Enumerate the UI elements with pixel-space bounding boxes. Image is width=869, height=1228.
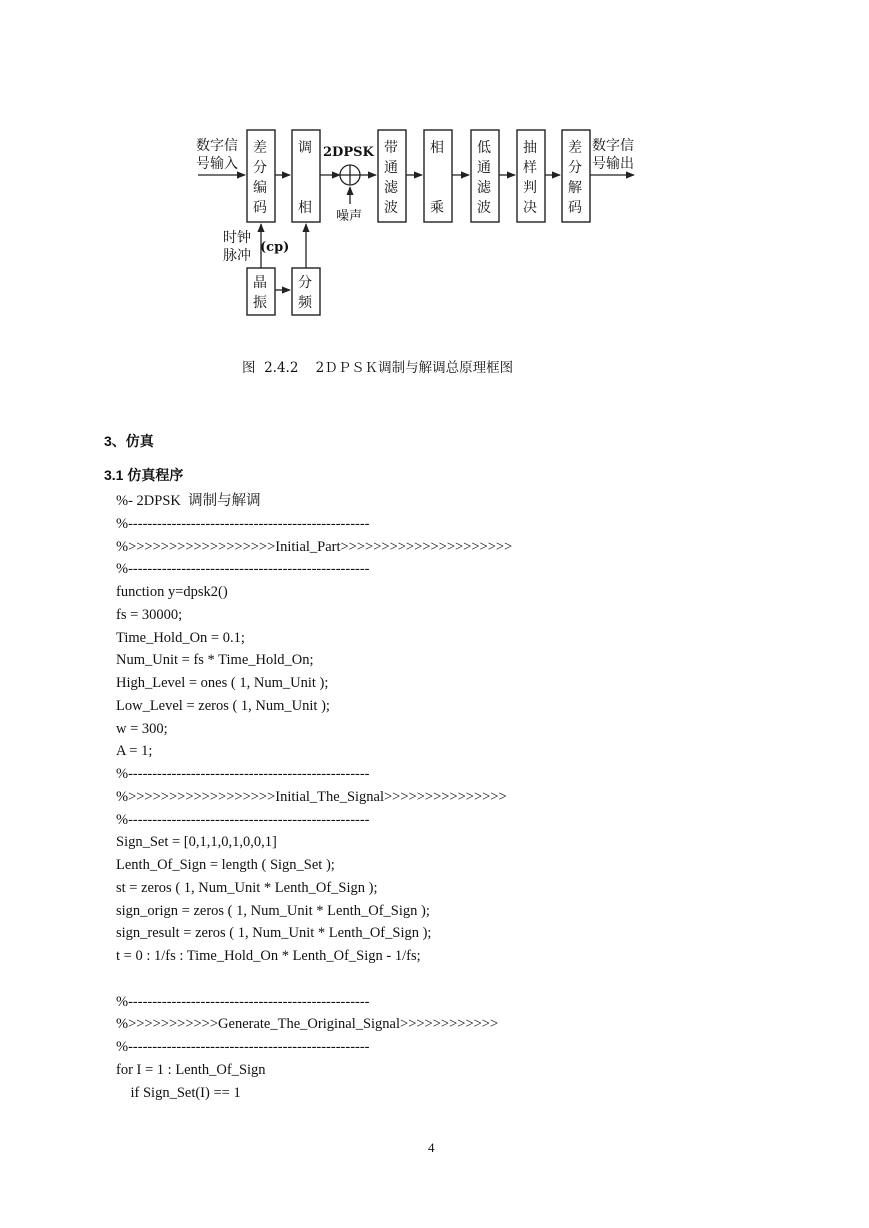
svg-text:差: 差 — [253, 140, 267, 156]
block-lowpass-filter — [471, 130, 499, 222]
svg-text:相: 相 — [430, 140, 444, 156]
block-sample-decide — [517, 130, 545, 222]
code-line: %-------------------------------------------------- — [116, 811, 370, 828]
input-label-line2: 号输入 — [196, 156, 238, 172]
figure-caption: 图 2.4.2 2ＤＰＳＫ调制与解调总原理框图 — [242, 360, 514, 376]
svg-text:分: 分 — [253, 160, 267, 176]
code-line: %>>>>>>>>>>>>>>>>>>Initial_Part>>>>>>>>>>>>>>>>>>>>> — [116, 538, 513, 555]
code-line: if Sign_Set(I) == 1 — [116, 1084, 241, 1101]
svg-text:通: 通 — [384, 160, 398, 176]
svg-text:滤: 滤 — [384, 180, 398, 196]
code-line: %-------------------------------------------------- — [116, 561, 370, 578]
block-phase-modulate — [292, 130, 320, 222]
svg-text:样: 样 — [523, 160, 537, 176]
adder-symbol — [340, 165, 360, 185]
code-line: sign_orign = zeros ( 1, Num_Unit * Lenth_Of_Sign ); — [116, 902, 430, 919]
noise-label: 噪声 — [336, 209, 363, 224]
code-line: for I = 1 : Lenth_Of_Sign — [116, 1061, 266, 1078]
svg-text:乘: 乘 — [430, 200, 444, 216]
code-line: st = zeros ( 1, Num_Unit * Lenth_Of_Sign ); — [116, 879, 378, 896]
input-label-line1: 数字信 — [196, 138, 238, 154]
code-line: %-------------------------------------------------- — [116, 766, 370, 782]
code-line: High_Level = ones ( 1, Num_Unit ); — [116, 675, 329, 691]
svg-text:决: 决 — [523, 200, 537, 216]
code-line: w = 300; — [116, 720, 168, 737]
code-line: function y=dpsk2() — [116, 584, 228, 600]
cp-label: (cp) — [260, 240, 290, 255]
svg-text:波: 波 — [477, 200, 491, 216]
code-line: A = 1; — [116, 743, 153, 760]
output-label-line2: 号输出 — [592, 156, 634, 172]
code-line: %>>>>>>>>>>>Generate_The_Original_Signal>>>>>>>>>>>> — [116, 1016, 499, 1033]
svg-text:振: 振 — [253, 295, 267, 311]
svg-text:调: 调 — [298, 140, 312, 156]
svg-text:带: 带 — [384, 140, 398, 156]
svg-text:抽: 抽 — [523, 140, 537, 156]
block-multiply — [424, 130, 452, 222]
svg-text:分: 分 — [568, 160, 582, 176]
code-line: t = 0 : 1/fs : Time_Hold_On * Lenth_Of_Sign - 1/fs; — [116, 948, 421, 964]
code-line: Lenth_Of_Sign = length ( Sign_Set ); — [116, 857, 335, 873]
output-label-line1: 数字信 — [592, 138, 634, 154]
block-crystal — [247, 268, 275, 315]
code-line: fs = 30000; — [116, 606, 183, 623]
code-line: sign_result = zeros ( 1, Num_Unit * Lenth_Of_Sign ); — [116, 925, 432, 942]
dpsk-block-diagram — [192, 122, 642, 322]
svg-text:低: 低 — [477, 140, 491, 156]
svg-text:频: 频 — [298, 295, 312, 311]
block-divider — [292, 268, 320, 315]
subsection-heading: 3.1 仿真程序 — [104, 467, 184, 483]
code-line: Num_Unit = fs * Time_Hold_On; — [116, 652, 314, 669]
svg-text:差: 差 — [568, 140, 582, 156]
svg-text:判: 判 — [523, 180, 537, 196]
block-diff-encode — [247, 130, 275, 222]
code-line: Low_Level = zeros ( 1, Num_Unit ); — [116, 697, 330, 714]
svg-text:通: 通 — [477, 160, 491, 176]
code-line: %- 2DPSK 调制与解调 — [116, 493, 261, 509]
svg-text:编: 编 — [253, 180, 267, 196]
block-bandpass-filter — [378, 130, 406, 222]
svg-text:波: 波 — [384, 200, 398, 216]
svg-text:分: 分 — [298, 275, 312, 291]
code-line — [116, 968, 512, 991]
code-line: %>>>>>>>>>>>>>>>>>>Initial_The_Signal>>>>>>>>>>>>>>> — [116, 788, 507, 805]
svg-text:码: 码 — [253, 200, 267, 216]
svg-text:晶: 晶 — [253, 275, 267, 291]
svg-text:解: 解 — [568, 180, 582, 196]
block-diff-decode — [562, 130, 590, 222]
code-line: %-------------------------------------------------- — [116, 1039, 370, 1055]
code-line: Sign_Set = [0,1,1,0,1,0,0,1] — [116, 834, 277, 851]
svg-text:相: 相 — [298, 200, 312, 216]
code-line: %-------------------------------------------------- — [116, 993, 370, 1010]
svg-text:码: 码 — [568, 200, 582, 216]
code-listing — [116, 490, 512, 1104]
modulation-label: 2DPSK — [323, 145, 374, 160]
clock-label-line2: 脉冲 — [223, 248, 251, 264]
section-heading: 3、仿真 — [104, 433, 154, 449]
clock-label-line1: 时钟 — [223, 230, 251, 246]
code-line: Time_Hold_On = 0.1; — [116, 629, 245, 646]
svg-text:滤: 滤 — [477, 180, 491, 196]
page-number: 4 — [428, 1140, 435, 1155]
code-line: %-------------------------------------------------- — [116, 515, 370, 532]
